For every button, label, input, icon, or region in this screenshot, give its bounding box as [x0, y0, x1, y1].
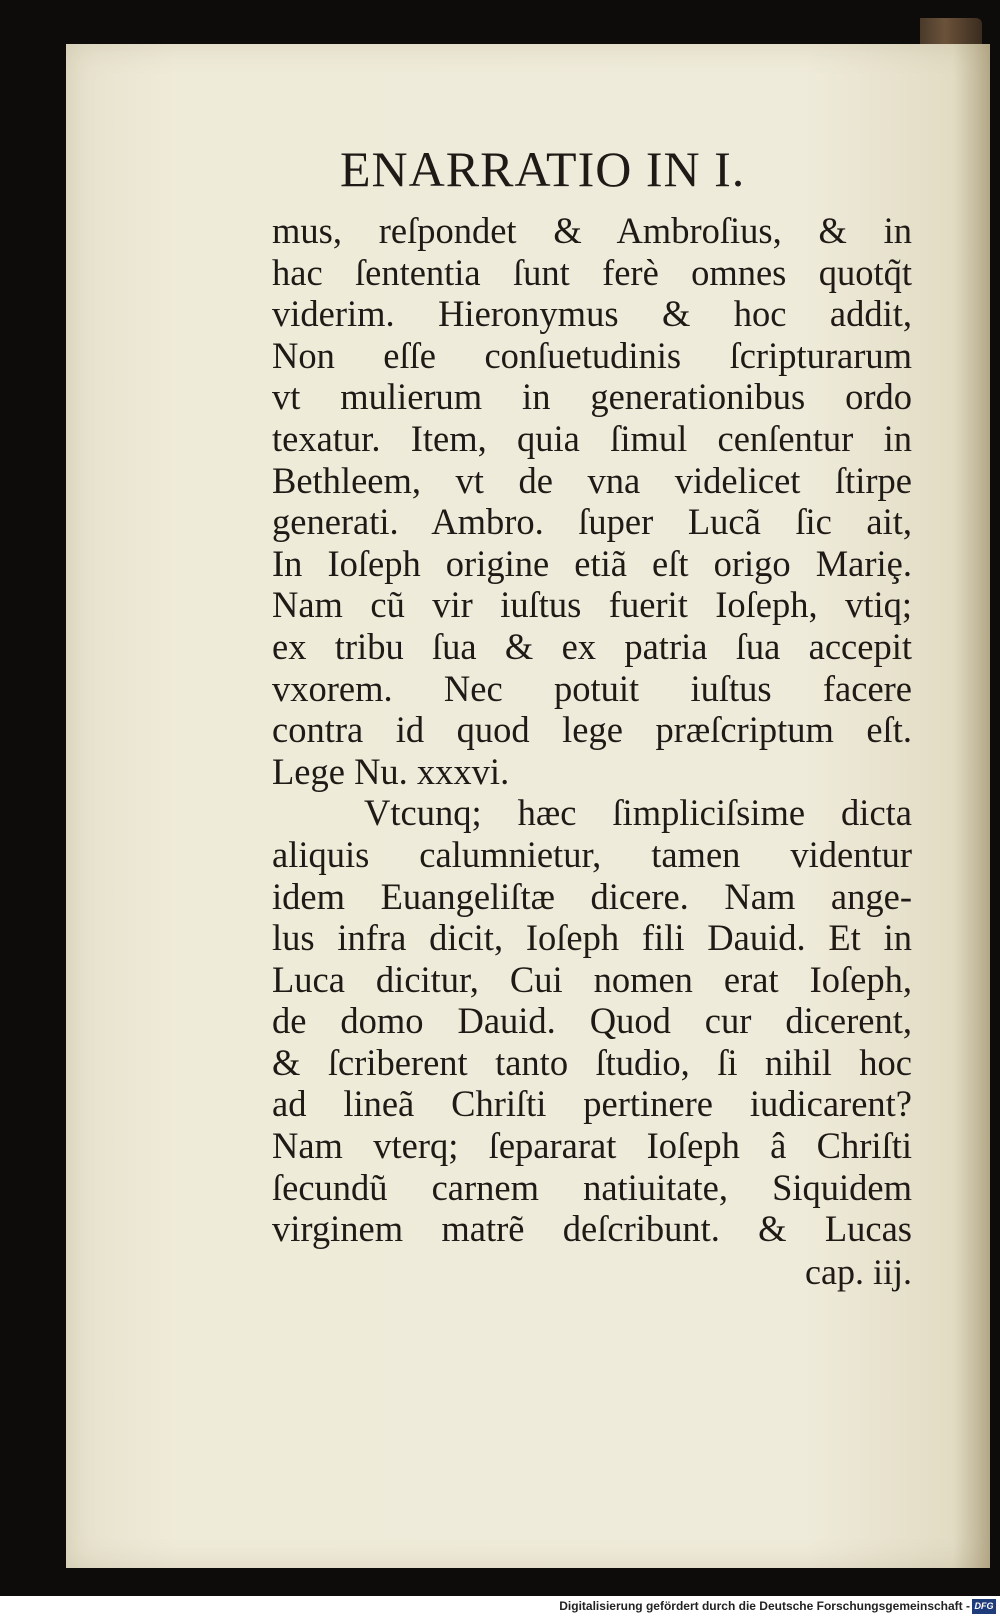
text-line: vxorem. Nec potuit iuſtus facere	[272, 667, 912, 709]
book-page	[66, 44, 990, 1568]
text-line: ex tribu ſua & ex patria ſua accepit	[272, 625, 912, 667]
text-line: Nam cũ vir iuſtus fuerit Ioſeph, vtiq;	[272, 584, 912, 626]
text-line: lus infra dicit, Ioſeph fili Dauid. Et in	[272, 917, 912, 959]
text-line: virginem matrẽ deſcribunt. & Lucas	[272, 1208, 912, 1250]
dfg-logo: DFG	[972, 1599, 996, 1614]
text-line: idem Euangeliſtæ dicere. Nam ange-	[272, 875, 912, 917]
text-line: Non eſſe conſuetudinis ſcripturarum	[272, 334, 912, 376]
text-line: hac ſententia ſunt ferè omnes quotq̃t	[272, 251, 912, 293]
catchword: cap. iij.	[805, 1251, 912, 1292]
funding-credit: Digitalisierung gefördert durch die Deutsche Forschungsgemeinschaft -	[559, 1599, 970, 1613]
text-line: Vtcunq; hæc ſimpliciſsime dicta	[364, 792, 912, 834]
text-line: Luca dicitur, Cui nomen erat Ioſeph,	[272, 958, 912, 1000]
text-line: Lege Nu. xxxvi.	[272, 750, 510, 792]
text-line: & ſcriberent tanto ſtudio, ſi nihil hoc	[272, 1041, 912, 1083]
text-line: ſecundũ carnem natiuitate, Siquidem	[272, 1166, 912, 1208]
text-line: ad lineã Chriſti pertinere iudicarent?	[272, 1083, 912, 1125]
text-line: Bethleem, vt de vna videlicet ſtirpe	[272, 459, 912, 501]
text-line: In Ioſeph origine etiã eſt origo Mariȩ.	[272, 542, 912, 584]
text-line: aliquis calumnietur, tamen videntur	[272, 833, 912, 875]
text-line: vt mulierum in generationibus ordo	[272, 376, 912, 418]
text-line: de domo Dauid. Quod cur dicerent,	[272, 1000, 912, 1042]
running-head: ENARRATIO IN I.	[340, 141, 746, 197]
text-line: viderim. Hieronymus & hoc addit,	[272, 293, 912, 335]
digitization-footer	[0, 1596, 1000, 1618]
text-line: generati. Ambro. ſuper Lucã ſic ait,	[272, 501, 912, 543]
page-text-block	[272, 140, 912, 1294]
text-line: mus, reſpondet & Ambroſius, & in	[272, 210, 912, 251]
text-line: texatur. Item, quia ſimul cenſentur in	[272, 417, 912, 459]
text-line: Nam vterq; ſepararat Ioſeph â Chriſti	[272, 1125, 912, 1167]
text-line: contra id quod lege præſcriptum eſt.	[272, 709, 912, 751]
